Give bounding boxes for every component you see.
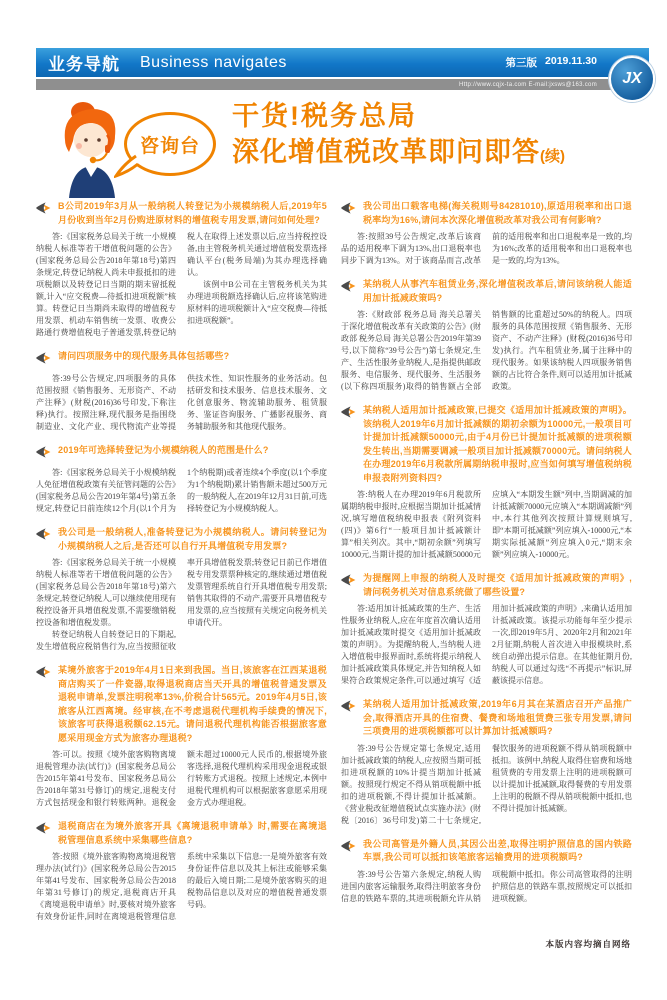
question-marker-icon — [36, 200, 53, 227]
contact-text: Http://www.cqjx-ta.com E-mail:jxsws@163.com — [458, 81, 597, 88]
newspaper-logo-icon: JX — [609, 56, 655, 102]
article-masthead — [50, 96, 630, 198]
question-marker-icon — [341, 200, 358, 227]
qa-item — [341, 838, 632, 905]
qa-item — [341, 200, 632, 267]
answer-text: 答:《国家税务总局关于小规模纳税人免征增值税政策有关征管问题的公告》(国家税务总局公告2019年第4号)第五条规定,转登记日前连续12个月(以1个月为1个纳税期)或者连续4个季度(以1个季度为1个纳税期)累计销售额未超过500万元的一般纳税人,在2019年12月31日前,可选择转登记为小规模纳税人。 — [36, 468, 327, 513]
question-marker-icon — [36, 350, 53, 369]
qa-item — [36, 350, 327, 433]
answer-text: 答:纳税人在办理2019年6月税款所属期纳税申报时,应根据当期加计抵减情况,填写增值税纳税申报表《附列资料(四)》第6行“一般项目加计抵减额计算”相关列次。其中,“期初余额”列填写10000元,当期计提的加计抵减额50000元应填入“本期发生额”列中,当期调减的加计抵减额70000元应填入“本期调减额”列中,本行其他列次按照计算规则填写,即“本期可抵减额”列应填入-10000元,“本期实际抵减额”列应填入0元,“期末余额”列应填入-10000元。 — [341, 490, 632, 559]
answer-text: 答:《国家税务总局关于统一小规模纳税人标准等若干增值税问题的公告》(国家税务总局公告2018年第18号)第四条规定,转登记纳税人尚未申报抵扣的进项税额以及转登记日当期的期末留抵税额,计入“应交税费—待抵扣进项税额”核算。转登记日当期尚未取得的增值税专用发票、机动车销售统一发票、收费公路通行费增值税电子普通发票,转登记纳税人在取得上述发票以后,应当持税控设备,由主管税务机关通过增值税发票选择确认平台(税务局端)为其办理选择确认。 该例中B公司在主管税务机关为其办理进项税额选择确认后,应将该笔购进原材料的进项税额计入“应交税费—待抵扣进项税额”。 — [36, 232, 327, 337]
question-text: 我公司高管是外籍人员,其因公出差,取得注明护照信息的国内铁路车票,我公司可以抵扣该笔旅客运输费用的进项税额吗? — [363, 838, 632, 862]
qa-columns — [36, 200, 632, 934]
answer-text: 答:可以。按照《境外旅客购物离境退税管理办法(试行)》(国家税务总局公告2015年第41号发布、国家税务总局公告2018年第31号修订)的规定,退税支付方式包括现金和银行转账两种。退税金额未超过10000元人民币的,根据境外旅客选择,退税代理机构采用现金退税或银行转账方式退税。按照上述规定,本例中退税代理机构可以根据旅客意愿采用现金方式办理退税。 — [36, 750, 327, 807]
qa-item — [36, 200, 327, 339]
question-marker-icon — [341, 404, 358, 485]
qa-item — [341, 278, 632, 393]
edition-label: 第三版 — [505, 57, 538, 69]
contact-bar — [36, 79, 649, 90]
question-marker-icon — [36, 526, 53, 553]
question-text: 退税商店在为境外旅客开具《离境退税申请单》时,需要在离境退税管理信息系统中采集哪些信息? — [58, 821, 327, 845]
article-title-suffix: (续) — [540, 148, 565, 166]
operator-mascot-icon — [56, 100, 132, 203]
section-title-en: Business navigates — [140, 53, 287, 71]
question-text: 为提醒网上申报的纳税人及时提交《适用加计抵减政策的声明》,请问税务机关对信息系统做了哪些设置? — [363, 573, 632, 597]
question-text: 请问四项服务中的现代服务具体包括哪些? — [58, 351, 230, 361]
question-text: 某境外旅客于2019年4月1日来到我国。当日,该旅客在江西某退税商店购买了一件瓷器,取得退税商店当天开具的增值税普通发票及退税申请单,发票注明税率13%,价税合计565元。2019年4月5日,该旅客从江西离境。经审核,在不考虑退税代理机构手续费的情况下,该旅客可获得退税额62.15元。请问退税代理机构能否根据旅客意愿采用现金方式为旅客办理退税? — [58, 665, 327, 743]
answer-text: 答:39号公告规定,四项服务的具体范围按照《销售服务、无形资产、不动产注释》(财税(2016)36号印发,下称注释)执行。按照注释,现代服务是指围绕制造业、文化产业、现代物流产业等提供技术性、知识性服务的业务活动。包括研发和技术服务、信息技术服务、文化创意服务、物流辅助服务、租赁服务、鉴证咨询服务、广播影视服务、商务辅助服务和其他现代服务。 — [36, 374, 327, 431]
left-column — [36, 200, 327, 934]
question-text: 某纳税人适用加计抵减政策,2019年6月其在某酒店召开产品推广会,取得酒店开具的住宿费、餐费和场地租赁费三张专用发票,请问三项费用的进项税额都可以计算加计抵减额吗? — [363, 699, 632, 736]
article-title — [232, 98, 565, 171]
question-text: 某纳税人适用加计抵减政策,已提交《适用加计抵减政策的声明》。该纳税人2019年6月加计抵减额的期初余额为10000元,一般项目可计提加计抵减额50000元,由于4月份已计提加计抵减额的进项税额发生转出,当期需要调减一般项目加计抵减额70000元。请问纳税人在办理2019年6月税款所属期纳税申报时,应当如何填写增值税纳税申报表附列资料四? — [363, 405, 632, 483]
question-marker-icon — [36, 664, 53, 745]
question-text: 我公司是一般纳税人,准备转登记为小规模纳税人。请问转登记为小规模纳税人之后,是否还可以自行开具增值税专用发票? — [58, 527, 327, 551]
issue-date: 2019.11.30 — [545, 55, 597, 67]
question-text: 2019年可选择转登记为小规模纳税人的范围是什么? — [58, 445, 269, 455]
edition-date — [506, 55, 597, 70]
qa-item — [341, 698, 632, 827]
section-title-cn: 业务导航 — [48, 55, 120, 74]
answer-text: 答:39号公告第六条规定,纳税人购进国内旅客运输服务,取得注明旅客身份信息的铁路车票的,其进项税额允许从销项税额中抵扣。你公司高管取得的注明护照信息的铁路车票,按照规定可以抵扣进项税额。 — [341, 869, 632, 903]
question-marker-icon — [341, 838, 358, 865]
question-marker-icon — [341, 698, 358, 739]
qa-item — [36, 444, 327, 515]
answer-text: 答:《财政部 税务总局 海关总署关于深化增值税改革有关政策的公告》(财政部 税务总局 海关总署公告2019年第39号,以下简称“39号公告”)第七条规定,生产、生活性服务业纳税人,是指提供邮政服务、电信服务、现代服务、生活服务(以下称四项服务)取得的销售额占全部销售额的比重超过50%的纳税人。四项服务的具体范围按照《销售服务、无形资产、不动产注释》(财税(2016)36号印发)执行。汽车租赁业务,属于注释中的现代服务。如果该纳税人四项服务销售额的占比符合条件,则可以适用加计抵减政策。 — [341, 310, 632, 391]
question-marker-icon — [341, 572, 358, 599]
question-text: B公司2019年3月从一般纳税人转登记为小规模纳税人后,2019年5月份收到当年2月份购进原材料的增值税专用发票,请问如何处理? — [58, 201, 327, 225]
answer-text: 答:39号公告规定第七条规定,适用加计抵减政策的纳税人,应按照当期可抵扣进项税额的10%计提当期加计抵减额。按照现行规定不得从销项税额中抵扣的进项税额,不得计提加计抵减额。《营业税改征增值税试点实施办法》(财税〔2016〕36号印发)第二十七条规定,餐饮服务的进项税额不得从销项税额中抵扣。该例中,纳税人取得住宿费和场地租赁费的专用发票上注明的进项税额可以计提加计抵减额,取得餐费的专用发票上注明的税额不得从销项税额中抵扣,也不得计提加计抵减额。 — [341, 743, 632, 825]
answer-text: 答:《国家税务总局关于统一小规模纳税人标准等若干增值税问题的公告》(国家税务总局公告2018年第18号)第六条规定,转登记纳税人,可以继续使用现有税控设备开具增值税发票,不需要缴销税控设备和增值税发票。 转登记纳税人自转登记日的下期起,发生增值税应税销售行为,应当按照征收率开具增值税发票;转登记日前已作增值税专用发票票种核定的,继续通过增值税发票管理系统自行开具增值税专用发票;销售其取得的不动产,需要开具增值税专用发票的,应当按照有关规定向税务机关申请代开。 — [36, 558, 327, 651]
question-text: 某纳税人从事汽车租赁业务,深化增值税改革后,请问该纳税人能适用加计抵减政策吗? — [363, 279, 632, 303]
question-marker-icon — [341, 278, 358, 305]
right-column — [341, 200, 632, 934]
page-header — [36, 48, 649, 90]
qa-item — [36, 526, 327, 653]
article-title-line2: 深化增值税改革即问即答(续) — [232, 137, 565, 168]
bubble-label: 咨询台 — [139, 135, 200, 157]
answer-text: 答:适用加计抵减政策的生产、生活性服务业纳税人,应在年度首次确认适用加计抵减政策时提交《适用加计抵减政策的声明》。为提醒纳税人,当纳税人进入增值税申报界面时,系统将提示纳税人加计抵减政策具体规定,并告知纳税人如果符合政策规定条件,可以通过填写《适用加计抵减政策的声明》,来确认适用加计抵减政策。该提示功能每年至少提示一次,即2019年5月、2020年2月和2021年2月征期,纳税人首次进入申报模块时,系统自动弹出提示信息。在其他征期月份,纳税人可以通过勾选“不再提示”标识,屏蔽该提示信息。 — [341, 604, 632, 685]
question-text: 我公司出口载客电梯(海关税则号84281010),原适用税率和出口退税率均为16%,请问本次深化增值税改革对我公司有何影响? — [363, 201, 632, 225]
answer-text: 答:按照39号公告规定,改革后该商品的适用税率下调为13%,出口退税率也同步下调为13%。对于该商品而言,改革前的适用税率和出口退税率是一致的,均为16%;改革的适用税率和出口退税率也是一致的,均为13%。 — [341, 232, 632, 265]
question-marker-icon — [36, 444, 53, 463]
question-marker-icon — [36, 820, 53, 847]
qa-item — [36, 820, 327, 923]
qa-item — [341, 404, 632, 561]
footer-note: 本版内容均摘自网络 — [545, 939, 631, 949]
answer-text: 答:按照《境外旅客购物离境退税管理办法(试行)》(国家税务总局公告2015年第41号发布、国家税务总局公告2018年第31号修订)的规定,退税商店开具《离境退税申请单》时,要核对境外旅客有效身份证件,同时在离境退税管理信息系统中采集以下信息:一是境外旅客有效身份证件信息以及其上标注或能够采集的最后入境日期;二是境外旅客购买的退税物品信息以及对应的增值税普通发票号码。 — [36, 852, 327, 921]
qa-item — [341, 572, 632, 687]
speech-bubble-tail — [114, 154, 140, 183]
section-banner — [36, 48, 649, 77]
article-title-line1: 干货!税务总局 — [232, 101, 417, 131]
qa-item — [36, 664, 327, 809]
